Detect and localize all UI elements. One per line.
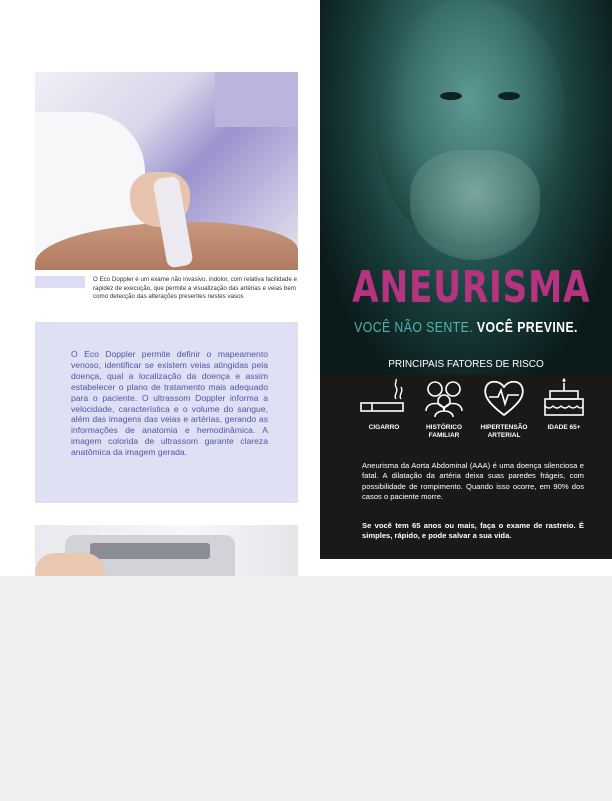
ultrasound-machine-photo — [35, 525, 298, 576]
risk-label-family: HISTÓRICO FAMILIAR — [425, 424, 463, 439]
beard-shape — [410, 150, 540, 260]
risk-factors-title: PRINCIPAIS FATORES DE RISCO — [388, 359, 544, 370]
risk-label-hypertension: HIPERTENSÃO ARTERIAL — [480, 424, 528, 439]
right-eye-shape — [498, 92, 520, 100]
birthday-cake-icon — [540, 377, 588, 419]
tagline-part2: VOCÊ PREVINE. — [476, 319, 578, 336]
monitor-shape — [215, 72, 298, 127]
photo-caption: O Eco Doppler é um exame não invasivo, indolor, com relativa facilidade e rapidez de execução, que permite a visualização das artérias e veias bem como detecção das alterações presentes nestes vasos — [93, 276, 297, 301]
family-icon — [420, 377, 468, 419]
poster-tagline — [346, 319, 585, 336]
heart-pulse-icon — [480, 377, 528, 419]
info-text: O Eco Doppler permite definir o mapeamento venoso, identificar se existem veias atingidas pela doença, qual a localização da doença e assim estabelecer o plano de tratamento mais adequado para o paciente. O ultrassom Doppler informa a velocidade, característica e o volume do sangue, além das imagens das veias e artérias, gerando as informações de anatomia e hemodinâmica. A imagem colorida de ultrassom garante clareza anatômica da imagem gerada. — [71, 349, 268, 458]
aneurysm-poster — [320, 0, 612, 559]
ultrasound-exam-photo — [35, 72, 298, 270]
screening-call-to-action: Se você tem 65 anos ou mais, faça o exame de rastreio. É simples, rápido, e pode salvar a sua vida. — [362, 521, 584, 541]
risk-label-cigarette: CIGARRO — [368, 424, 400, 431]
arm-shape — [35, 553, 105, 576]
info-box — [35, 322, 298, 503]
left-eye-shape — [440, 92, 462, 100]
cigarette-icon — [360, 377, 408, 419]
risk-label-age: IDADE 65+ — [547, 424, 581, 431]
poster-headline: ANEURISMA — [352, 262, 591, 313]
machine-panel-shape — [90, 543, 210, 559]
caption-swatch — [35, 276, 85, 288]
tagline-part1: VOCÊ NÃO SENTE. — [354, 319, 474, 336]
risk-factors-row — [358, 377, 598, 447]
aaa-description: Aneurisma da Aorta Abdominal (AAA) é uma doença silenciosa e fatal. A dilatação da artéria deixa suas paredes frágeis, com possibilidade de rompimento. Quando isso ocorre, em 90% dos casos o paciente morre. — [362, 461, 584, 502]
